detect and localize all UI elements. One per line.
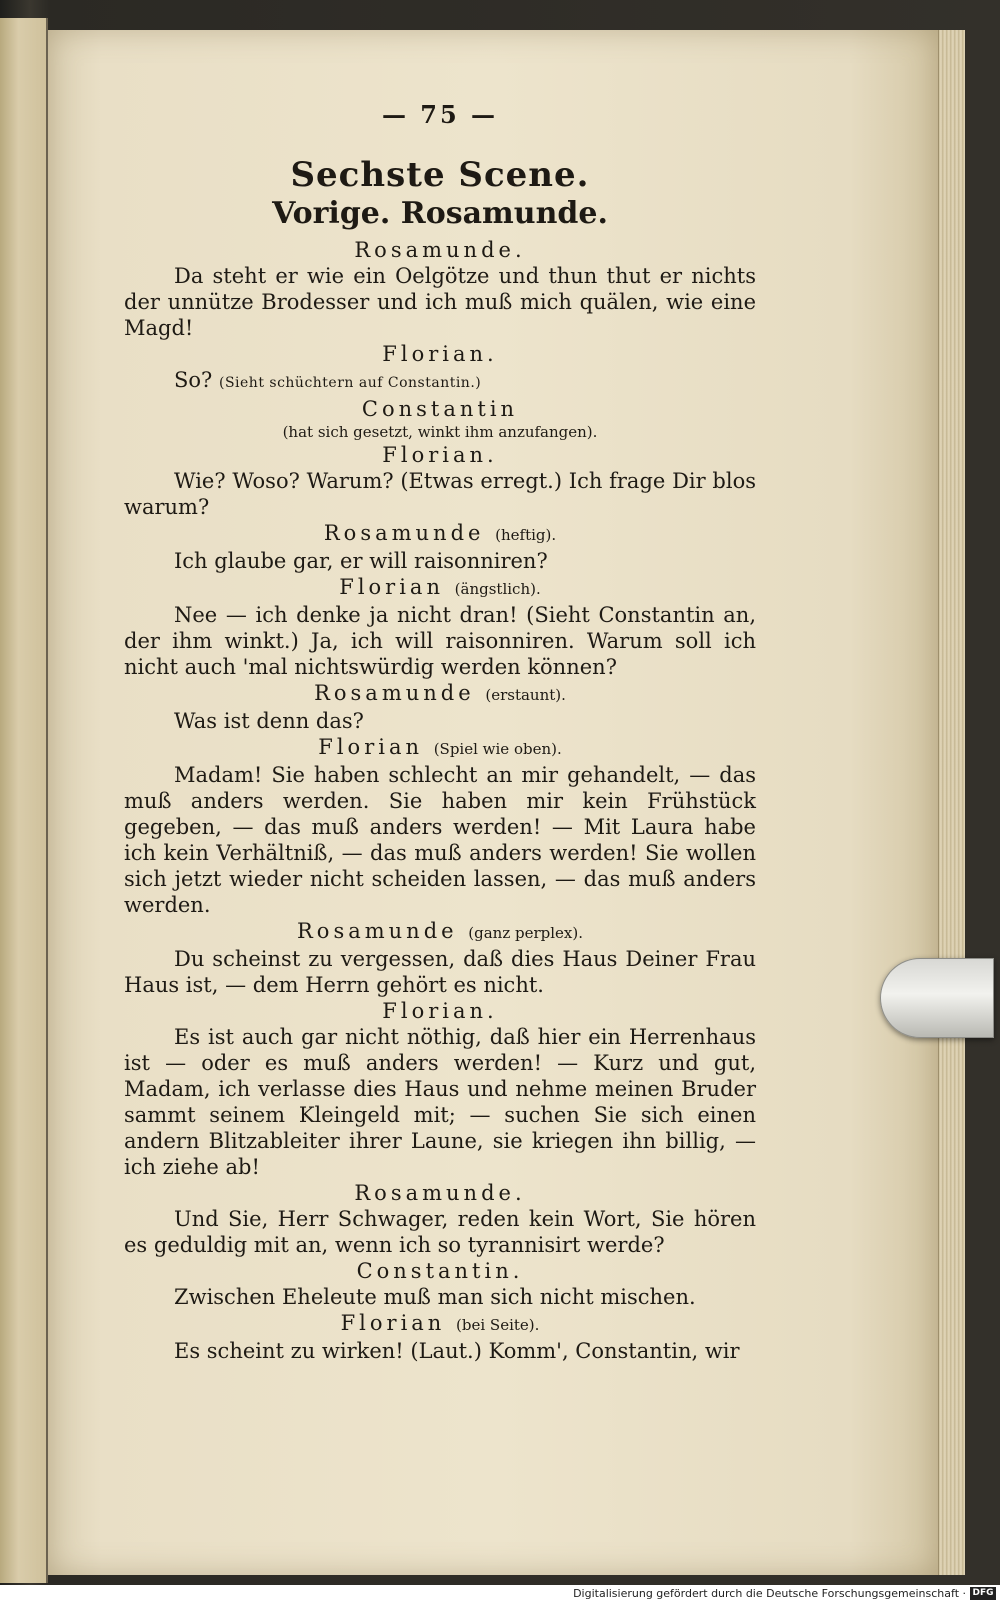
speaker-name [124,1258,756,1284]
dialogue-line: Da steht er wie ein Oelgötze und thun thut er nichts der unnütze Brodesser und ich muß mich quälen, wie eine Magd! [124,264,756,340]
speaker-name [124,1310,756,1338]
stage-direction: (Spiel wie oben). [433,740,562,758]
dialogue-line: Was ist denn das? [174,709,364,733]
speaker-name [124,680,756,708]
scene-subtitle: Vorige. Rosamunde. [272,196,608,231]
speaker-label: Rosamunde. [354,238,526,262]
dialogue-line: Es scheint zu wirken! (Laut.) Komm', Constantin, wir [174,1339,740,1363]
speaker-label: Constantin [361,397,519,421]
dialogue-text [124,468,756,520]
speaker-label: Florian. [382,999,498,1023]
dialogue-text [124,762,756,918]
dialogue-text [124,548,756,574]
dialogue-text [124,1024,756,1180]
speaker-name [124,734,756,762]
speaker-name [124,237,756,263]
speaker-label: Florian [318,735,423,759]
dialogue [124,237,756,1364]
dialogue-line: Du scheinst zu vergessen, daß dies Haus Deiner Frau Haus ist, — dem Herrn gehört es nicht. [124,947,756,997]
speaker-name [124,442,756,468]
speaker-label: Florian [339,575,444,599]
scanner-clip [880,958,994,1038]
dialogue-text [124,367,756,396]
stage-direction: (ganz perplex). [468,924,583,942]
dialogue-line: Zwischen Eheleute muß man sich nicht mischen. [174,1285,696,1309]
dialogue-text [124,946,756,998]
speaker-label: Rosamunde. [354,1181,526,1205]
stage-direction: (erstaunt). [485,686,566,704]
dfg-logo: DFG [970,1587,996,1600]
speaker-name [124,998,756,1024]
speaker-label: Rosamunde [323,521,485,545]
dialogue-line: Madam! Sie haben schlecht an mir gehandelt, — das muß anders werden. Sie haben mir kein Frühstück gegeben, — das muß anders werden! — Mit Laura habe ich kein Verhältniß, — das muß anders werden! Sie wollen sich jetzt wieder nicht scheiden lassen, — das muß anders werden. [124,763,756,917]
speaker-name [124,918,756,946]
left-page-edge [0,18,48,1583]
page-text [124,100,756,1364]
dialogue-line: So? [174,368,213,392]
dialogue-line: Ich glaube gar, er will raisonniren? [174,549,548,573]
stage-direction: (heftig). [495,526,557,544]
speaker-label: Rosamunde [314,681,475,705]
dialogue-text [124,1338,756,1364]
speaker-label: Florian. [382,342,498,366]
stage-direction: (Sieht schüchtern auf Constantin.) [218,375,482,391]
page-number: — 75 — [381,100,499,129]
speaker-label: Rosamunde [296,919,458,943]
speaker-label: Florian [340,1311,446,1335]
scene-title: Sechste Scene. [290,155,590,195]
speaker-name [124,341,756,367]
dialogue-text [124,1284,756,1310]
speaker-name [124,1180,756,1206]
speaker-name [124,520,756,548]
speaker-name [124,574,756,602]
page-stack-edge [938,30,965,1575]
stage-direction: (bei Seite). [456,1316,540,1334]
dialogue-text [124,1206,756,1258]
stage-direction: (hat sich gesetzt, winkt ihm anzufangen). [282,423,598,441]
dialogue-line: Es ist auch gar nicht nöthig, daß hier ein Herrenhaus ist — oder es muß anders werden! — Kurz und gut, Madam, ich verlasse dies Haus und nehme meinen Bruder sammt seinem Kleingeld mit; — suchen Sie sich einen andern Blitzableiter ihrer Laune, sie kriegen ihn billig, — ich ziehe ab! [124,1025,756,1179]
dialogue-text [124,708,756,734]
dialogue-line: Nee — ich denke ja nicht dran! (Sieht Constantin an, der ihm winkt.) Ja, ich will raisonniren. Warum soll ich nicht auch 'mal nichtswürdig werden können? [124,603,756,679]
dialogue-text [124,602,756,680]
dialogue-line: Und Sie, Herr Schwager, reden kein Wort, Sie hören es geduldig mit an, wenn ich so tyrannisirt werde? [124,1207,756,1257]
stage-direction: (ängstlich). [454,580,541,598]
footer-credit: Digitalisierung gefördert durch die Deutsche Forschungsgemeinschaft · [573,1587,966,1600]
speaker-name [124,396,756,422]
dialogue-text [124,263,756,341]
speaker-label: Constantin. [356,1259,524,1283]
speaker-label: Florian. [382,443,498,467]
dialogue-line: Wie? Woso? Warum? (Etwas erregt.) Ich frage Dir blos warum? [124,469,756,519]
